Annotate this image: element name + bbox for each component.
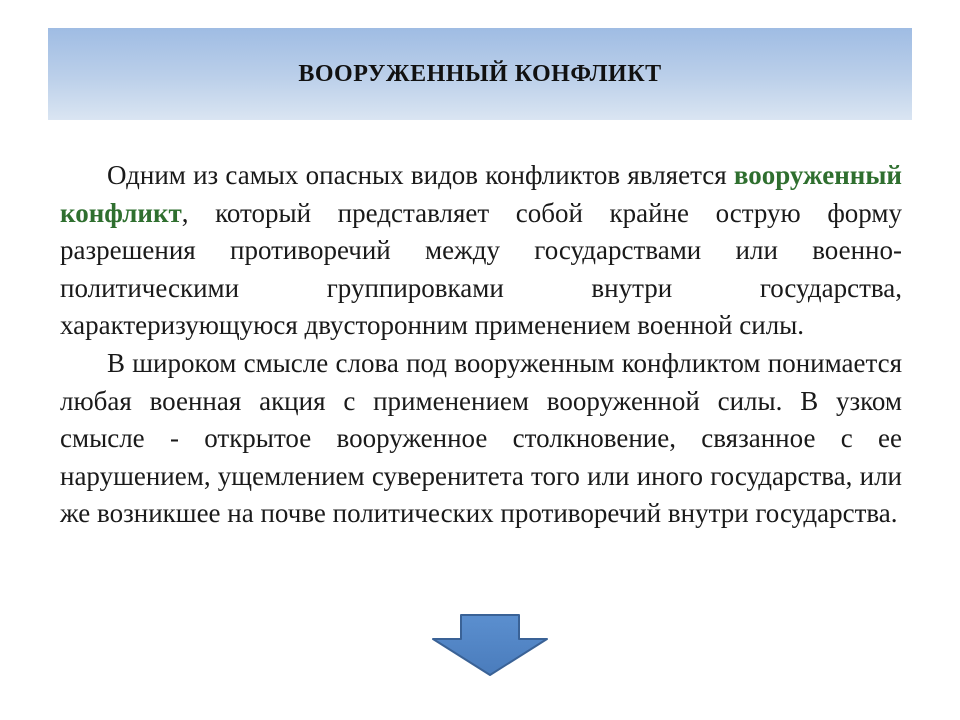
slide-body	[60, 157, 902, 533]
paragraph-definition	[60, 157, 902, 345]
paragraph-definition-lead: Одним из самых опасных видов конфликтов является	[107, 160, 734, 190]
paragraph-broad-narrow-meaning: В широком смысле слова под вооруженным конфликтом понимается любая военная акция с применением вооруженной силы. В узком смысле - открытое вооруженное столкновение, связанное с ее нарушением, ущемлением суверенитета того или иного государства, или же возникшее на почве политических противоречий внутри государства.	[60, 347, 902, 529]
slide-title: ВООРУЖЕННЫЙ КОНФЛИКТ	[298, 60, 662, 87]
highlighted-term: вооруженный конфликт	[60, 160, 902, 228]
paragraph-definition-rest: , который представляет собой крайне острую форму разрешения противоречий между государствами или военно-политическими группировками внутри государства, характеризующуюся двусторонним применением военной силы.	[60, 197, 902, 341]
title-banner	[48, 28, 912, 120]
down-arrow-shape	[430, 612, 550, 678]
down-arrow-icon[interactable]	[430, 612, 550, 678]
